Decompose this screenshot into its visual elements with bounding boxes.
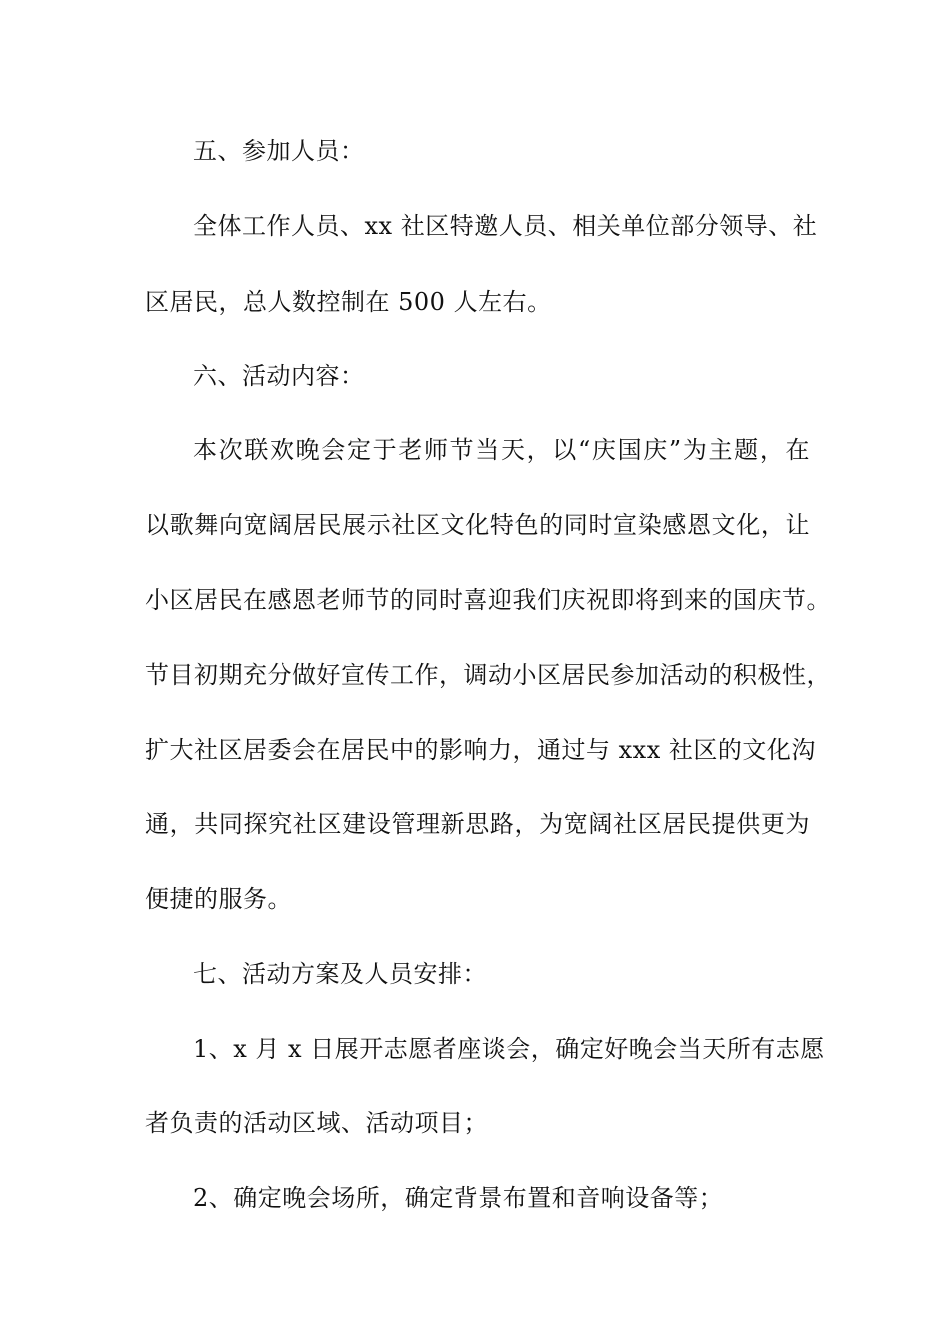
paragraph-line: 区居民，总人数控制在 500 人左右。: [145, 288, 552, 316]
list-item-line: 2、确定晚会场所，确定背景布置和音响设备等；: [193, 1184, 724, 1212]
list-item-line: 者负责的活动区域、活动项目；: [145, 1109, 488, 1137]
list-item-line: 1、x 月 x 日展开志愿者座谈会，确定好晚会当天所有志愿: [193, 1035, 825, 1063]
section-heading-6: 六、活动内容：: [193, 362, 365, 390]
paragraph-line: 本次联欢晚会定于老师节当天，以“庆国庆”为主题，在: [193, 436, 810, 464]
paragraph-line: 小区居民在感恩老师节的同时喜迎我们庆祝即将到来的国庆节。: [145, 586, 831, 614]
section-heading-5: 五、参加人员：: [193, 137, 365, 165]
paragraph-line: 扩大社区居委会在居民中的影响力，通过与 xxx 社区的文化沟: [145, 736, 816, 764]
paragraph-line: 通，共同探究社区建设管理新思路，为宽阔社区居民提供更为: [145, 810, 810, 838]
paragraph-line: 节目初期充分做好宣传工作，调动小区居民参加活动的积极性，: [145, 661, 831, 689]
paragraph-line: 便捷的服务。: [145, 885, 292, 913]
paragraph-line: 以歌舞向宽阔居民展示社区文化特色的同时宣染感恩文化，让: [145, 511, 810, 539]
section-heading-7: 七、活动方案及人员安排：: [193, 960, 487, 988]
paragraph-line: 全体工作人员、xx 社区特邀人员、相关单位部分领导、社: [193, 212, 818, 240]
